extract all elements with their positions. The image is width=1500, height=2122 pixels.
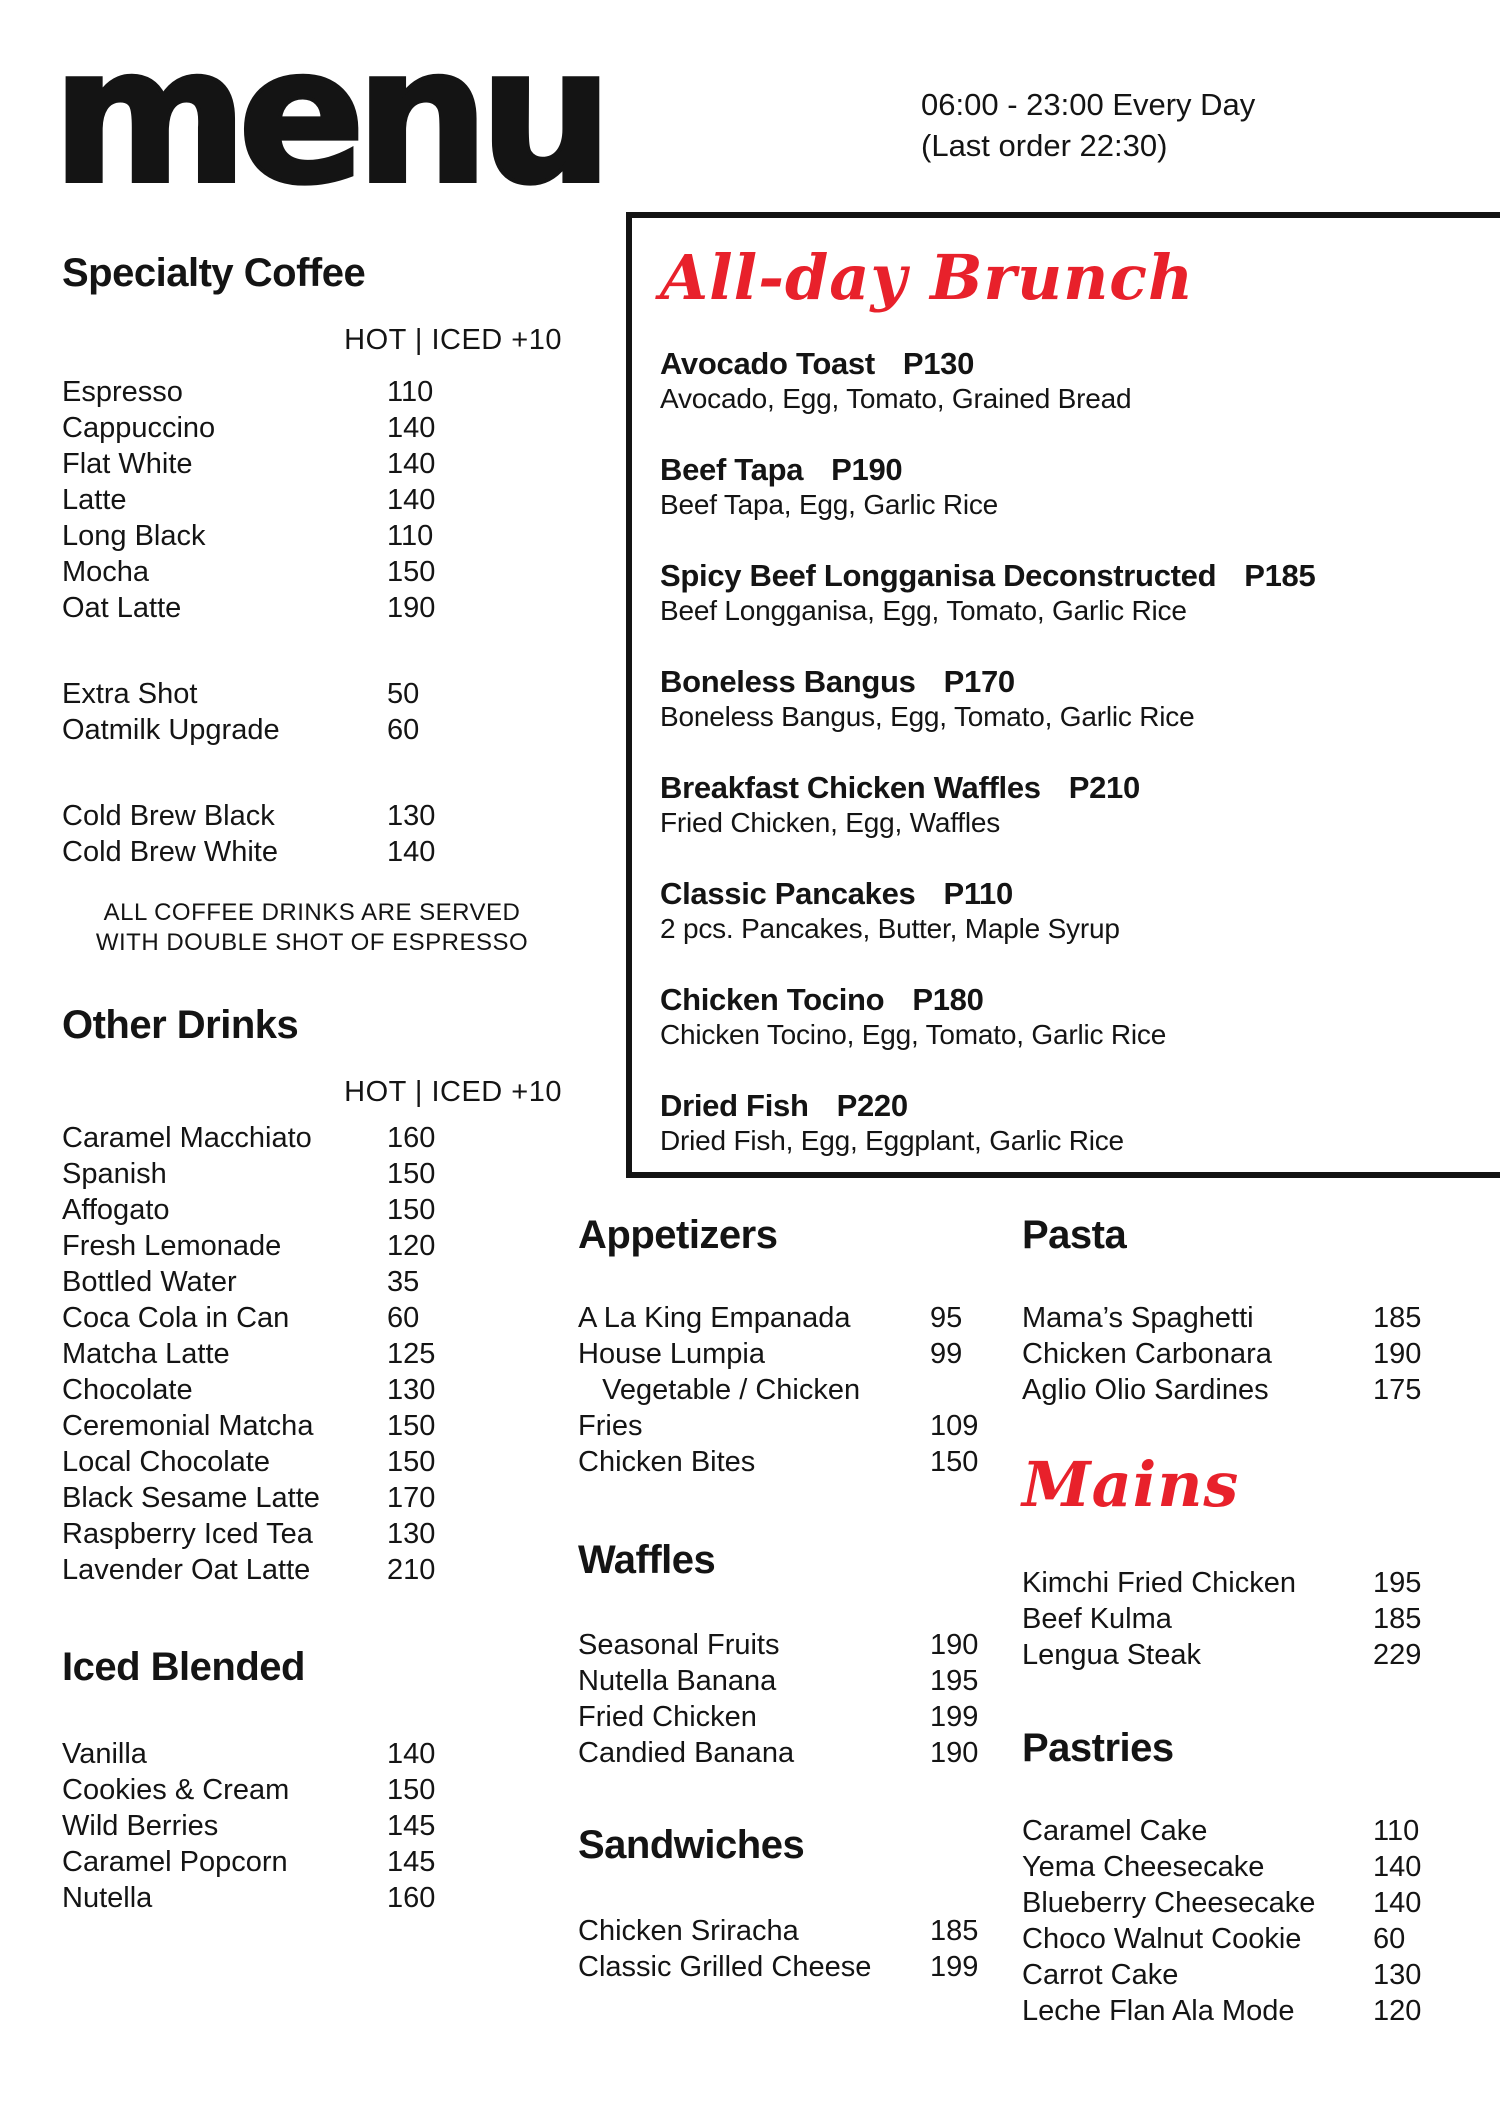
item-price: 140 <box>387 836 436 868</box>
brunch-item <box>660 346 1500 416</box>
menu-item-row <box>578 1699 1008 1735</box>
brunch-item <box>660 876 1500 946</box>
brunch-item-description: Avocado, Egg, Tomato, Grained Bread <box>660 383 1132 414</box>
menu-item-row <box>578 1735 1008 1771</box>
item-price: 120 <box>387 1230 436 1262</box>
brunch-item-price: P220 <box>836 1088 908 1123</box>
all-day-brunch-title: All-day Brunch <box>660 241 1195 314</box>
item-name: Ceremonial Matcha <box>62 1410 314 1442</box>
pastries-title: Pastries <box>1022 1726 1174 1770</box>
menu-item-row <box>62 1552 562 1588</box>
appetizers-section <box>578 1212 1008 1480</box>
item-price: 140 <box>387 412 436 444</box>
item-price: 145 <box>387 1810 436 1842</box>
specialty-coffee-title: Specialty Coffee <box>62 251 366 295</box>
item-name: Raspberry Iced Tea <box>62 1518 313 1550</box>
item-name: Vanilla <box>62 1738 147 1770</box>
item-price: 195 <box>930 1665 979 1697</box>
menu-item-row <box>1022 1637 1472 1673</box>
item-price: 160 <box>387 1122 436 1154</box>
item-name: Mama’s Spaghetti <box>1022 1302 1254 1334</box>
brunch-item-name-row <box>660 346 1500 382</box>
item-price: 150 <box>387 1158 436 1190</box>
item-name: Chocolate <box>62 1374 193 1406</box>
sandwiches-items <box>578 1913 1008 1985</box>
item-price: 195 <box>1373 1567 1422 1599</box>
item-name: Beef Kulma <box>1022 1603 1172 1635</box>
item-price: 110 <box>1373 1815 1420 1847</box>
item-price: 50 <box>387 678 420 710</box>
brunch-item-name-row <box>660 770 1500 806</box>
brunch-item-name-row <box>660 1088 1500 1124</box>
item-price: 60 <box>387 1302 420 1334</box>
brunch-item-price: P130 <box>902 346 975 381</box>
menu-item-row <box>62 1336 562 1372</box>
brunch-item <box>660 664 1500 734</box>
mains-title: Mains <box>1022 1448 1240 1521</box>
coffee-footnote <box>62 898 562 958</box>
item-name: Kimchi Fried Chicken <box>1022 1567 1296 1599</box>
pastries-section <box>1022 1725 1472 2029</box>
item-name: Carrot Cake <box>1022 1959 1179 1991</box>
item-name: Coca Cola in Can <box>62 1302 290 1334</box>
iced-blended-items <box>62 1736 562 1916</box>
mains-items <box>1022 1565 1472 1673</box>
item-name: Nutella Banana <box>578 1665 777 1697</box>
other-drinks-pricing-note: HOT | ICED +10 <box>344 1076 562 1108</box>
menu-item-row <box>578 1949 1008 1985</box>
item-name: Long Black <box>62 520 206 552</box>
menu-item-row <box>62 374 562 410</box>
pastries-items <box>1022 1813 1472 2029</box>
item-name: Fried Chicken <box>578 1701 757 1733</box>
brunch-item <box>660 982 1500 1052</box>
item-price: 150 <box>387 1774 436 1806</box>
menu-item-row <box>62 1772 562 1808</box>
menu-item-row <box>62 482 562 518</box>
item-name: Cookies & Cream <box>62 1774 290 1806</box>
item-name: Caramel Macchiato <box>62 1122 312 1154</box>
item-price: 150 <box>387 556 436 588</box>
menu-item-row <box>62 1228 562 1264</box>
item-price: 145 <box>387 1846 436 1878</box>
item-name: Vegetable / Chicken <box>578 1374 861 1406</box>
item-price: 140 <box>1373 1887 1422 1919</box>
menu-item-row <box>62 676 562 712</box>
opening-hours-line1: 06:00 - 23:00 Every Day <box>921 87 1256 122</box>
brunch-item-name: Classic Pancakes <box>660 876 916 911</box>
item-price: 110 <box>387 376 434 408</box>
item-name: Choco Walnut Cookie <box>1022 1923 1302 1955</box>
brunch-item-name-row <box>660 452 1500 488</box>
restaurant-logo: menu <box>52 7 604 226</box>
item-price: 190 <box>930 1629 979 1661</box>
menu-item-row <box>1022 1300 1472 1336</box>
brunch-item-name-row <box>660 558 1500 594</box>
menu-item-row <box>578 1372 1008 1408</box>
menu-item-row <box>1022 1993 1472 2029</box>
waffles-section <box>578 1537 1008 1771</box>
menu-item-row <box>62 1808 562 1844</box>
sandwiches-title: Sandwiches <box>578 1823 805 1867</box>
brunch-item <box>660 452 1500 522</box>
menu-item-row <box>1022 1885 1472 1921</box>
item-price <box>930 1372 1008 1408</box>
menu-item-row <box>578 1627 1008 1663</box>
menu-item-row <box>1022 1957 1472 1993</box>
item-name: Yema Cheesecake <box>1022 1851 1265 1883</box>
brunch-item-description: Boneless Bangus, Egg, Tomato, Garlic Rice <box>660 701 1195 732</box>
item-price: 150 <box>387 1410 436 1442</box>
menu-item-row <box>578 1336 1008 1372</box>
item-price: 150 <box>930 1446 979 1478</box>
brunch-item-price: P170 <box>943 664 1015 699</box>
brunch-item-price: P185 <box>1244 558 1316 593</box>
opening-hours <box>921 84 1255 166</box>
menu-item-row <box>62 1372 562 1408</box>
item-name: Affogato <box>62 1194 170 1226</box>
coffee-addon-items <box>62 676 562 748</box>
item-price: 120 <box>1373 1995 1422 2027</box>
menu-item-row <box>578 1663 1008 1699</box>
iced-blended-title: Iced Blended <box>62 1645 305 1689</box>
item-price: 170 <box>387 1482 436 1514</box>
item-price: 185 <box>930 1915 979 1947</box>
item-price: 60 <box>387 714 420 746</box>
all-day-brunch-section <box>626 212 1500 1178</box>
item-name: Cold Brew White <box>62 836 278 868</box>
item-name: Caramel Popcorn <box>62 1846 288 1878</box>
brunch-item-name-row <box>660 876 1500 912</box>
brunch-item-name-row <box>660 982 1500 1018</box>
pasta-section <box>1022 1212 1472 1408</box>
brunch-item <box>660 1088 1500 1158</box>
item-name: Lavender Oat Latte <box>62 1554 311 1586</box>
item-price: 229 <box>1373 1639 1422 1671</box>
menu-item-row <box>62 1736 562 1772</box>
menu-item-row <box>62 446 562 482</box>
item-price: 130 <box>1373 1959 1422 1991</box>
item-price: 160 <box>387 1882 436 1914</box>
menu-item-row <box>62 1444 562 1480</box>
brunch-item-description: Dried Fish, Egg, Eggplant, Garlic Rice <box>660 1125 1124 1156</box>
item-price: 130 <box>387 1374 436 1406</box>
item-price: 185 <box>1373 1302 1422 1334</box>
item-price: 140 <box>387 448 436 480</box>
pasta-items <box>1022 1300 1472 1408</box>
brunch-item-price: P210 <box>1068 770 1140 805</box>
item-price: 140 <box>387 484 436 516</box>
item-price: 95 <box>930 1302 963 1334</box>
waffles-items <box>578 1627 1008 1771</box>
item-price: 109 <box>930 1410 979 1442</box>
menu-item-row <box>62 798 562 834</box>
item-name: Seasonal Fruits <box>578 1629 780 1661</box>
appetizers-title: Appetizers <box>578 1213 778 1257</box>
item-name: Candied Banana <box>578 1737 795 1769</box>
menu-item-row <box>62 1516 562 1552</box>
menu-item-row <box>578 1408 1008 1444</box>
brunch-item-name: Spicy Beef Longganisa Deconstructed <box>660 558 1217 593</box>
menu-item-row <box>62 1300 562 1336</box>
brunch-item-price: P190 <box>831 452 903 487</box>
brunch-item-name: Chicken Tocino <box>660 982 885 1017</box>
item-price: 130 <box>387 800 436 832</box>
item-name: Fresh Lemonade <box>62 1230 282 1262</box>
item-name: Leche Flan Ala Mode <box>1022 1995 1295 2027</box>
item-price: 150 <box>387 1446 436 1478</box>
item-price: 175 <box>1373 1374 1422 1406</box>
appetizers-items <box>578 1300 1008 1480</box>
item-name: Classic Grilled Cheese <box>578 1951 872 1983</box>
all-day-brunch-items <box>660 346 1500 1158</box>
menu-item-row <box>1022 1336 1472 1372</box>
item-name: House Lumpia <box>578 1338 765 1370</box>
waffles-title: Waffles <box>578 1538 716 1582</box>
brunch-item-description: Fried Chicken, Egg, Waffles <box>660 807 1001 838</box>
item-name: Lengua Steak <box>1022 1639 1201 1671</box>
brunch-item-description: Chicken Tocino, Egg, Tomato, Garlic Rice <box>660 1019 1167 1050</box>
brunch-item-name-row <box>660 664 1500 700</box>
item-name: Black Sesame Latte <box>62 1482 320 1514</box>
brunch-item-name: Dried Fish <box>660 1088 809 1123</box>
item-price: 125 <box>387 1338 436 1370</box>
coffee-footnote-line2: WITH DOUBLE SHOT OF ESPRESSO <box>95 929 529 956</box>
brunch-item-name: Boneless Bangus <box>660 664 916 699</box>
menu-item-row <box>62 1264 562 1300</box>
brunch-item <box>660 770 1500 840</box>
item-price: 190 <box>930 1737 979 1769</box>
brunch-item-description: 2 pcs. Pancakes, Butter, Maple Syrup <box>660 913 1120 944</box>
brunch-item-description: Beef Longganisa, Egg, Tomato, Garlic Rice <box>660 595 1187 626</box>
item-price: 140 <box>387 1738 436 1770</box>
menu-item-row <box>62 590 562 626</box>
item-name: A La King Empanada <box>578 1302 851 1334</box>
menu-item-row <box>62 518 562 554</box>
item-price: 110 <box>387 520 434 552</box>
pasta-title: Pasta <box>1022 1213 1127 1257</box>
item-name: Wild Berries <box>62 1810 219 1842</box>
menu-item-row <box>62 1156 562 1192</box>
brunch-item-name: Beef Tapa <box>660 452 804 487</box>
drinks-column <box>62 250 562 1916</box>
menu-item-row <box>1022 1372 1472 1408</box>
menu-item-row <box>62 1192 562 1228</box>
specialty-coffee-pricing-note: HOT | ICED +10 <box>344 324 562 356</box>
item-price: 150 <box>387 1194 436 1226</box>
coffee-footnote-line1: ALL COFFEE DRINKS ARE SERVED <box>103 899 521 926</box>
opening-hours-line2: (Last order 22:30) <box>921 128 1168 163</box>
brunch-item <box>660 558 1500 628</box>
menu-item-row <box>578 1444 1008 1480</box>
menu-item-row <box>62 834 562 870</box>
item-name: Aglio Olio Sardines <box>1022 1374 1269 1406</box>
item-name: Cappuccino <box>62 412 216 444</box>
menu-item-row <box>62 410 562 446</box>
specialty-coffee-items <box>62 374 562 626</box>
item-name: Oatmilk Upgrade <box>62 714 280 746</box>
other-drinks-title: Other Drinks <box>62 1003 299 1047</box>
menu-item-row <box>1022 1849 1472 1885</box>
item-name: Nutella <box>62 1882 153 1914</box>
cold-brew-items <box>62 798 562 870</box>
menu-item-row <box>1022 1921 1472 1957</box>
item-name: Local Chocolate <box>62 1446 270 1478</box>
item-price: 210 <box>387 1554 436 1586</box>
brunch-item-name: Breakfast Chicken Waffles <box>660 770 1041 805</box>
menu-item-row <box>62 1408 562 1444</box>
item-name: Chicken Carbonara <box>1022 1338 1272 1370</box>
item-name: Chicken Bites <box>578 1446 756 1478</box>
item-name: Mocha <box>62 556 150 588</box>
sandwiches-section <box>578 1822 1008 1985</box>
menu-item-row <box>1022 1601 1472 1637</box>
item-name: Blueberry Cheesecake <box>1022 1887 1316 1919</box>
mains-section <box>1022 1448 1472 1673</box>
item-name: Fries <box>578 1410 643 1442</box>
menu-item-row <box>62 1844 562 1880</box>
item-price: 199 <box>930 1951 979 1983</box>
item-price: 35 <box>387 1266 420 1298</box>
item-name: Espresso <box>62 376 183 408</box>
item-name: Matcha Latte <box>62 1338 230 1370</box>
brunch-item-price: P110 <box>943 876 1013 911</box>
menu-item-row <box>62 554 562 590</box>
brunch-item-name: Avocado Toast <box>660 346 875 381</box>
item-name: Caramel Cake <box>1022 1815 1208 1847</box>
item-price: 140 <box>1373 1851 1422 1883</box>
item-name: Latte <box>62 484 127 516</box>
item-price: 185 <box>1373 1603 1422 1635</box>
item-name: Chicken Sriracha <box>578 1915 799 1947</box>
menu-item-row <box>578 1913 1008 1949</box>
item-price: 190 <box>1373 1338 1422 1370</box>
menu-item-row <box>62 1120 562 1156</box>
item-price: 199 <box>930 1701 979 1733</box>
menu-item-row <box>62 1480 562 1516</box>
menu-item-row <box>1022 1813 1472 1849</box>
brunch-item-description: Beef Tapa, Egg, Garlic Rice <box>660 489 999 520</box>
item-name: Flat White <box>62 448 193 480</box>
item-price: 130 <box>387 1518 436 1550</box>
menu-item-row <box>578 1300 1008 1336</box>
other-drinks-items <box>62 1120 562 1588</box>
item-name: Oat Latte <box>62 592 182 624</box>
item-price: 190 <box>387 592 436 624</box>
item-name: Bottled Water <box>62 1266 237 1298</box>
item-name: Cold Brew Black <box>62 800 275 832</box>
item-name: Spanish <box>62 1158 167 1190</box>
menu-item-row <box>62 712 562 748</box>
menu-item-row <box>1022 1565 1472 1601</box>
item-price: 60 <box>1373 1923 1406 1955</box>
brunch-item-price: P180 <box>912 982 984 1017</box>
menu-item-row <box>62 1880 562 1916</box>
item-price: 99 <box>930 1338 963 1370</box>
item-name: Extra Shot <box>62 678 198 710</box>
